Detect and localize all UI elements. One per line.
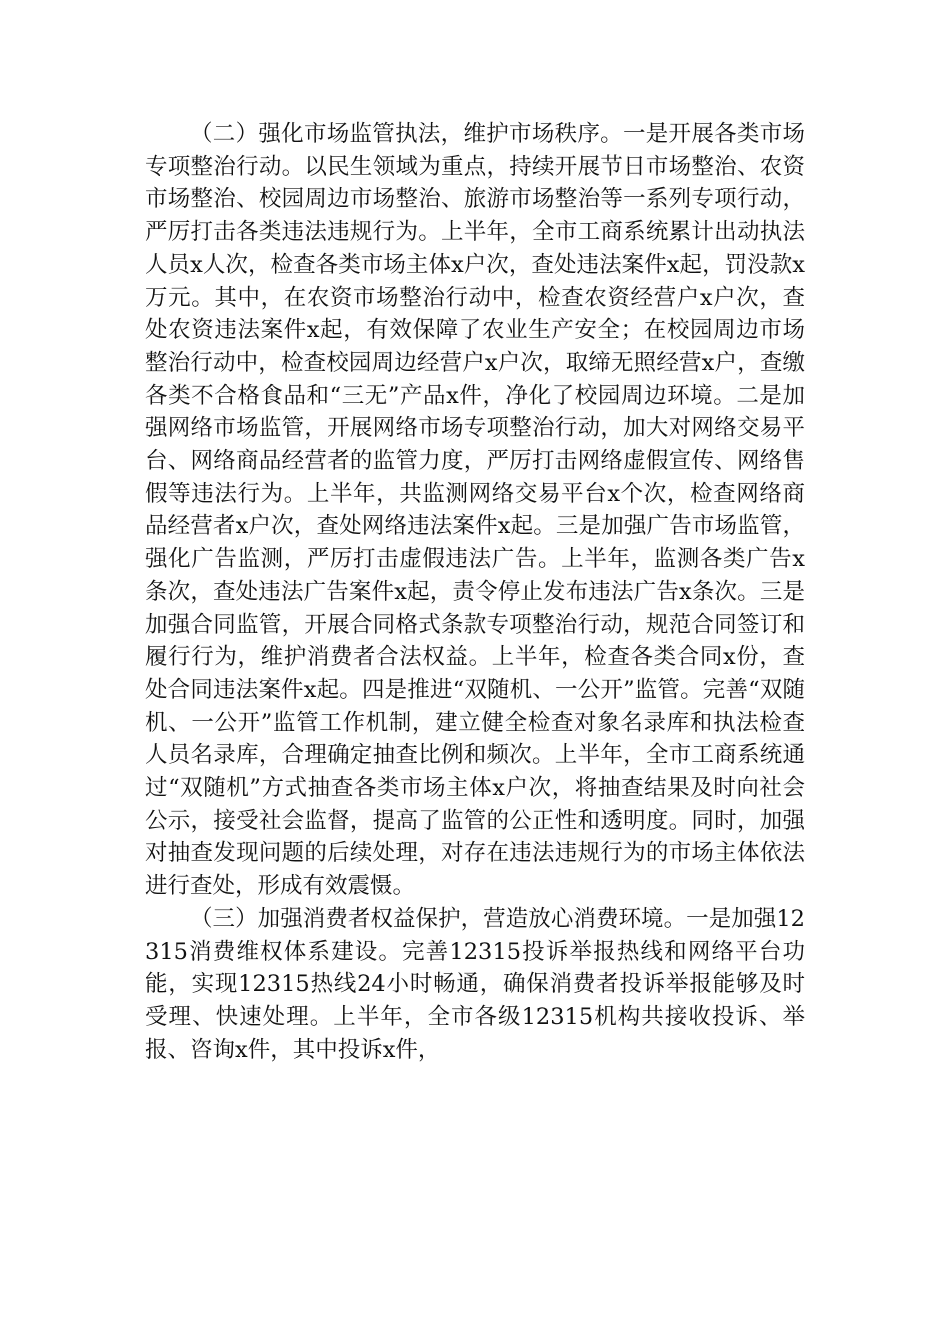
paragraph-consumer-protection: （三）加强消费者权益保护，营造放心消费环境。一是加强12315消费维权体系建设。完善12315投诉举报热线和网络平台功能，实现12315热线24小时畅通，确保消费者投诉举报能够及时受理、快速处理。上半年，全市各级12315机构共接收投诉、举报、咨询x件，其中投诉x件， (145, 905, 805, 1063)
paragraph-market-supervision: （二）强化市场监管执法，维护市场秩序。一是开展各类市场专项整治行动。以民生领域为重点，持续开展节日市场整治、农资市场整治、校园周边市场整治、旅游市场整治等一系列专项行动，严厉打击各类违法违规行为。上半年，全市工商系统累计出动执法人员x人次，检查各类市场主体x户次，查处违法案件x起，罚没款x万元。其中，在农资市场整治行动中，检查农资经营户x户次，查处农资违法案件x起，有效保障了农业生产安全；在校园周边市场整治行动中，检查校园周边经营户x户次，取缔无照经营x户，查缴各类不合格食品和“三无”产品x件，净化了校园周边环境。二是加强网络市场监管，开展网络市场专项整治行动，加大对网络交易平台、网络商品经营者的监管力度，严厉打击网络虚假宣传、网络售假等违法行为。上半年，共监测网络交易平台x个次，检查网络商品经营者x户次，查处网络违法案件x起。三是加强广告市场监管，强化广告监测，严厉打击虚假违法广告。上半年，监测各类广告x条次，查处违法广告案件x起，责令停止发布违法广告x条次。三是加强合同监管，开展合同格式条款专项整治行动，规范合同签订和履行行为，维护消费者合法权益。上半年，检查各类合同x份，查处合同违法案件x起。四是推进“双随机、一公开”监管。完善“双随机、一公开”监管工作机制，建立健全检查对象名录库和执法检查人员名录库，合理确定抽查比例和频次。上半年，全市工商系统通过“双随机”方式抽查各类市场主体x户次，将抽查结果及时向社会公示，接受社会监督，提高了监管的公正性和透明度。同时，加强对抽查发现问题的后续处理，对存在违法违规行为的市场主体依法进行查处，形成有效震慑。 (145, 121, 805, 900)
document-body (145, 118, 805, 1066)
